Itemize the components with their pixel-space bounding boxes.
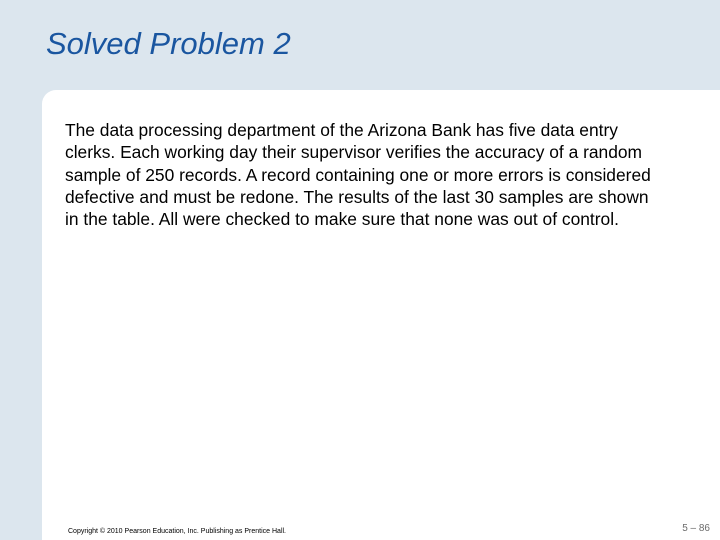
slide-title: Solved Problem 2: [46, 26, 291, 61]
content-panel: [42, 90, 720, 540]
problem-statement: The data processing department of the Arizona Bank has five data entry clerks. Each working day their supervisor verifies the accuracy of a random sample of 250 records. A record containing one or more errors is considered defective and must be redone. The results of the last 30 samples are shown in the table. All were checked to make sure that none was out of control.: [65, 120, 651, 230]
copyright-notice: Copyright © 2010 Pearson Education, Inc. Publishing as Prentice Hall.: [68, 528, 287, 535]
page-number: 5 – 86: [682, 523, 710, 534]
